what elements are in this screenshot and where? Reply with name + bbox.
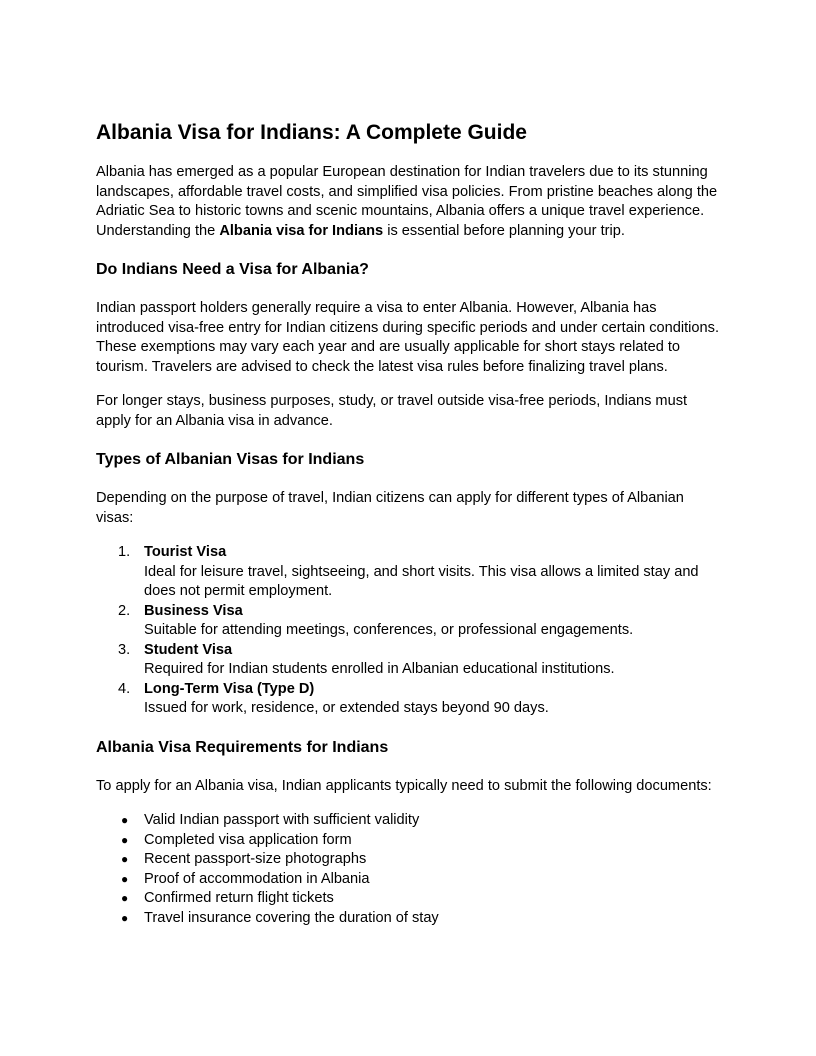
intro-text-before: Albania has emerged as a popular European destination for Indian travelers due to its stunning landscapes, affordable travel costs, and simplified visa policies. From pristine beaches along the Adriatic Sea to historic towns and scenic mountains, Albania offers a unique travel experience. Understanding the: [96, 164, 718, 239]
list-item: [96, 909, 724, 929]
bullet-icon: ●: [121, 910, 129, 925]
list-item: [96, 850, 724, 870]
list-item-student-visa: [96, 641, 724, 680]
page-title: Albania Visa for Indians: A Complete Guide: [96, 121, 527, 144]
list-item-business-visa: [96, 602, 724, 641]
list-item: [96, 811, 724, 831]
list-item-title: Long-Term Visa (Type D): [144, 680, 315, 697]
list-number: 4.: [118, 680, 131, 697]
bullet-icon: ●: [121, 871, 129, 886]
list-item-title: Business Visa: [144, 602, 243, 619]
bullet-icon: ●: [121, 832, 129, 847]
heading-do-indians-need-visa: Do Indians Need a Visa for Albania?: [96, 261, 369, 278]
list-item-description: Required for Indian students enrolled in Albanian educational institutions.: [144, 661, 615, 677]
list-item-text: Confirmed return flight tickets: [144, 890, 334, 906]
bullet-icon: ●: [121, 852, 129, 866]
list-item-description: Issued for work, residence, or extended stays beyond 90 days.: [144, 700, 549, 716]
paragraph-visa-types-intro: Depending on the purpose of travel, Indian citizens can apply for different types of Albanian visas:: [96, 490, 684, 526]
list-item-title: Tourist Visa: [144, 544, 227, 560]
list-item: [96, 831, 724, 851]
list-item-text: Recent passport-size photographs: [144, 851, 367, 867]
paragraph-visa-need: Indian passport holders generally require a visa to enter Albania. However, Albania has introduced visa-free entry for Indian citizens during specific periods and under certain conditions. These exemptions may vary each year and are usually applicable for short stays related to tourism. Travelers are advised to check the latest visa rules before finalizing travel plans.: [96, 300, 720, 375]
list-item-title: Student Visa: [144, 641, 233, 658]
document-page: [96, 118, 724, 928]
intro-text-after: is essential before planning your trip.: [383, 222, 625, 239]
paragraph-longer-stays: For longer stays, business purposes, study, or travel outside visa-free periods, Indians must apply for an Albania visa in advance.: [96, 393, 688, 429]
list-item-tourist-visa: [96, 543, 724, 602]
list-item-description: Ideal for leisure travel, sightseeing, and short visits. This visa allows a limited stay and does not permit employment.: [144, 563, 699, 599]
bullet-icon: ●: [121, 813, 129, 827]
list-number: 3.: [118, 641, 131, 658]
list-item-description: Suitable for attending meetings, conferences, or professional engagements.: [144, 622, 634, 638]
visa-types-list: [96, 543, 724, 719]
list-item: [96, 870, 724, 890]
bullet-icon: ●: [121, 891, 129, 905]
list-number: 1.: [118, 544, 131, 560]
heading-visa-requirements: Albania Visa Requirements for Indians: [96, 738, 389, 756]
heading-visa-types: Types of Albanian Visas for Indians: [96, 451, 365, 468]
list-item: [96, 889, 724, 909]
intro-text-bold: Albania visa for Indians: [219, 222, 384, 239]
list-number: 2.: [118, 602, 131, 619]
intro-paragraph: [96, 163, 724, 241]
list-item-text: Valid Indian passport with sufficient validity: [144, 812, 420, 828]
list-item-text: Completed visa application form: [144, 831, 352, 848]
list-item-long-term-visa: [96, 680, 724, 719]
list-item-text: Proof of accommodation in Albania: [144, 870, 370, 887]
requirements-list: [96, 811, 724, 928]
paragraph-requirements-intro: To apply for an Albania visa, Indian applicants typically need to submit the following documents:: [96, 777, 712, 794]
list-item-text: Travel insurance covering the duration of stay: [144, 909, 439, 926]
